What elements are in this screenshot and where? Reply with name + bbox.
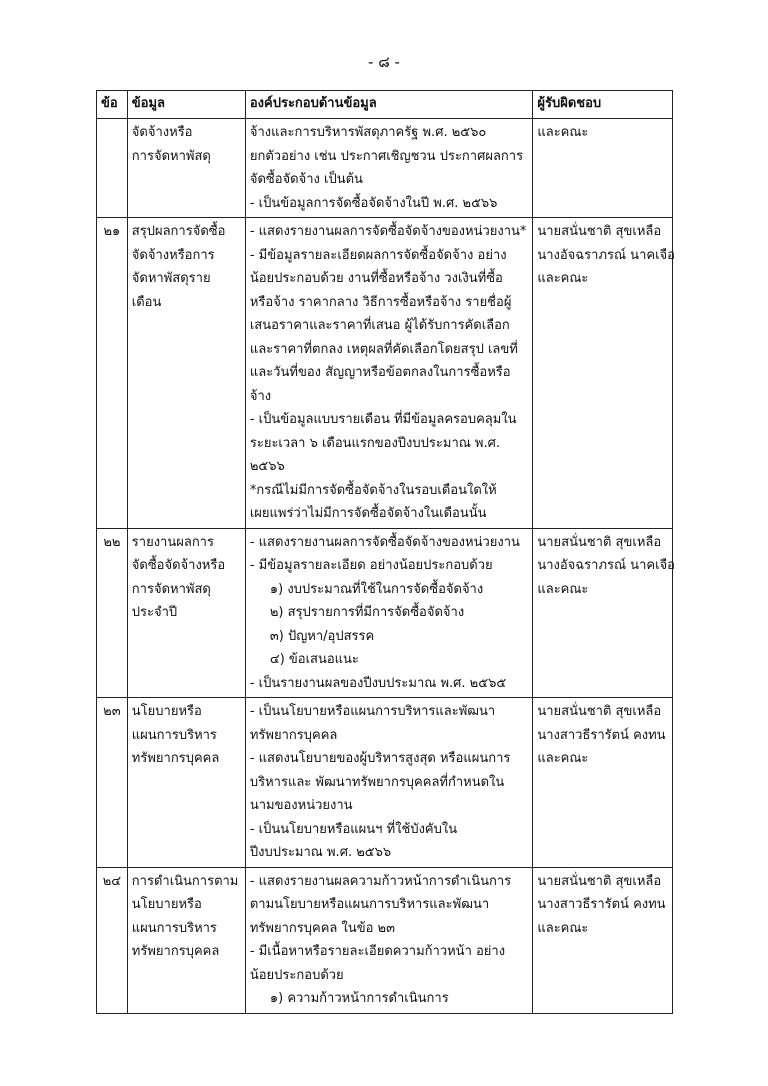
- table-row: [97, 119, 673, 218]
- cell-responsible-line: นางสาวธีรารัตน์ คงทน: [537, 727, 666, 743]
- cell-components-line: - เป็นนโยบายหรือแผนการบริหารและพัฒนา: [249, 704, 496, 719]
- cell-components-line: บริหารและ พัฒนาทรัพยากรบุคคลที่กำหนดใน: [249, 774, 505, 790]
- cell-components-line: น้อยประกอบด้วย: [249, 967, 344, 983]
- cell-item: [127, 698, 245, 868]
- cell-item-line: การดำเนินการตาม: [131, 873, 239, 889]
- cell-components: [245, 867, 532, 1013]
- cell-responsible-line: และคณะ: [537, 125, 589, 140]
- cell-components-line: ทรัพยากรบุคคล ในข้อ ๒๓: [249, 920, 396, 936]
- cell-item-line: ทรัพยากรบุคคล: [131, 751, 220, 766]
- cell-item-line: แผนการบริหาร: [131, 727, 217, 743]
- cell-responsible: [533, 528, 673, 698]
- cell-components-line: - มีข้อมูลรายละเอียด อย่างน้อยประกอบด้วย: [249, 558, 493, 573]
- cell-responsible: [533, 867, 673, 1013]
- header-item: ข้อมูล: [127, 91, 245, 119]
- cell-item: [127, 218, 245, 529]
- cell-responsible-line: นางอัจฉราภรณ์ นาคเจือ: [537, 558, 675, 573]
- cell-item: [127, 528, 245, 698]
- cell-responsible-line: และคณะ: [537, 920, 589, 936]
- cell-components-line: ๒๕๖๖: [249, 459, 285, 474]
- cell-responsible-line: และคณะ: [537, 271, 589, 286]
- cell-responsible: [533, 218, 673, 529]
- cell-components-line: - เป็นนโยบายหรือแผนฯ ที่ใช้บังคับใน: [249, 821, 458, 837]
- cell-components-line: *กรณีไม่มีการจัดซื้อจัดจ้างในรอบเดือนใดให้: [249, 482, 497, 498]
- cell-responsible-line: นายสนั่นชาติ สุขเหลือ: [537, 534, 662, 550]
- cell-components-line: จ้าง: [249, 388, 272, 404]
- cell-item-line: สรุปผลการจัดซื้อ: [131, 224, 226, 239]
- table-row: [97, 698, 673, 868]
- cell-no: ๒๓: [97, 698, 128, 868]
- cell-components-line: - มีเนื้อหาหรือรายละเอียดความก้าวหน้า อย่าง: [249, 944, 506, 959]
- cell-item-line: จัดซื้อจัดจ้างหรือ: [131, 558, 226, 573]
- cell-no: [97, 119, 128, 218]
- table-header-row: [97, 91, 673, 119]
- cell-responsible-line: และคณะ: [537, 581, 589, 597]
- cell-item-line: ทรัพยากรบุคคล: [131, 944, 220, 959]
- cell-components-line: นามของหน่วยงาน: [249, 798, 353, 813]
- cell-no: ๒๔: [97, 867, 128, 1013]
- cell-item-line: รายงานผลการ: [131, 534, 214, 550]
- cell-responsible-line: นายสนั่นชาติ สุขเหลือ: [537, 704, 662, 719]
- cell-responsible-line: นางสาวธีรารัตน์ คงทน: [537, 897, 666, 912]
- cell-components-line: ๑) ความก้าวหน้าการดำเนินการ: [269, 991, 449, 1006]
- cell-components-line: ๓) ปัญหา/อุปสรรค: [269, 628, 375, 644]
- cell-components-line: ปีงบประมาณ พ.ศ. ๒๕๖๖: [249, 845, 392, 860]
- cell-components-line: - แสดงรายงานผลการจัดซื้อจัดจ้างของหน่วยงาน: [249, 534, 520, 550]
- header-responsible: ผู้รับผิดชอบ: [533, 91, 673, 119]
- table-row: [97, 867, 673, 1013]
- cell-responsible: [533, 119, 673, 218]
- cell-item-line: นโยบายหรือ: [131, 897, 202, 912]
- cell-components-line: - มีข้อมูลรายละเอียดผลการจัดซื้อจัดจ้าง อย่าง: [249, 247, 507, 263]
- cell-components: [245, 119, 532, 218]
- cell-item-line: การจัดหาพัสดุ: [131, 148, 211, 164]
- cell-components-line: จ้างและการบริหารพัสดุภาครัฐ พ.ศ. ๒๕๖๐: [249, 125, 487, 140]
- cell-components-line: ระยะเวลา ๖ เดือนแรกของปีงบประมาณ พ.ศ.: [249, 435, 501, 451]
- cell-components-line: ๑) งบประมาณที่ใช้ในการจัดซื้อจัดจ้าง: [269, 581, 484, 597]
- cell-components-line: จัดซื้อจัดจ้าง เป็นต้น: [249, 172, 363, 187]
- cell-responsible-line: นางอัจฉราภรณ์ นาคเจือ: [537, 247, 675, 263]
- cell-item-line: ประจำปี: [131, 605, 178, 620]
- cell-components-line: ยกตัวอย่าง เช่น ประกาศเชิญชวน ประกาศผลการ: [249, 148, 524, 164]
- table-body: [97, 119, 673, 1014]
- header-no: ข้อ: [97, 91, 128, 119]
- cell-components-line: ทรัพยากรบุคคล: [249, 727, 338, 743]
- cell-components-line: เสนอราคาและราคาที่เสนอ ผู้ได้รับการคัดเลือก: [249, 318, 510, 333]
- cell-no: ๒๒: [97, 528, 128, 698]
- page-number: - ๘ -: [368, 53, 400, 71]
- cell-components-line: ๔) ข้อเสนอแนะ: [269, 652, 359, 667]
- header-components: องค์ประกอบด้านข้อมูล: [245, 91, 532, 119]
- table-row: [97, 528, 673, 698]
- cell-components-line: - แสดงนโยบายของผู้บริหารสูงสุด หรือแผนการ: [249, 751, 511, 766]
- cell-components: [245, 218, 532, 529]
- cell-components-line: และราคาที่ตกลง เหตุผลที่คัดเลือกโดยสรุป เลขที่: [249, 341, 518, 357]
- cell-item-line: จัดจ้างหรือการ: [131, 247, 215, 263]
- cell-components-line: เผยแพร่ว่าไม่มีการจัดซื้อจัดจ้างในเดือนนั้น: [249, 506, 487, 521]
- cell-components-line: และวันที่ของ สัญญาหรือข้อตกลงในการซื้อหรือ: [249, 365, 511, 380]
- cell-item: [127, 867, 245, 1013]
- cell-responsible-line: นายสนั่นชาติ สุขเหลือ: [537, 873, 662, 889]
- cell-item-line: การจัดหาพัสดุ: [131, 581, 211, 597]
- cell-item-line: จัดจ้างหรือ: [131, 125, 193, 140]
- cell-item-line: เดือน: [131, 294, 162, 310]
- cell-item-line: นโยบายหรือ: [131, 704, 202, 719]
- cell-item-line: จัดหาพัสดุราย: [131, 271, 211, 286]
- cell-components-line: - เป็นข้อมูลการจัดซื้อจัดจ้างในปี พ.ศ. ๒๕๖๖: [249, 195, 498, 211]
- cell-responsible-line: นายสนั่นชาติ สุขเหลือ: [537, 224, 662, 239]
- cell-components: [245, 528, 532, 698]
- cell-responsible: [533, 698, 673, 868]
- cell-responsible-line: และคณะ: [537, 751, 589, 766]
- cell-components-line: - แสดงรายงานผลความก้าวหน้าการดำเนินการ: [249, 873, 512, 889]
- cell-components-line: ๒) สรุปรายการที่มีการจัดซื้อจัดจ้าง: [269, 605, 465, 620]
- cell-components-line: หรือจ้าง ราคากลาง วิธีการซื้อหรือจ้าง รายชื่อผู้: [249, 294, 512, 310]
- cell-components: [245, 698, 532, 868]
- table-row: [97, 218, 673, 529]
- cell-components-line: น้อยประกอบด้วย งานที่ซื้อหรือจ้าง วงเงินที่ซื้อ: [249, 271, 503, 286]
- cell-components-line: - แสดงรายงานผลการจัดซื้อจัดจ้างของหน่วยงาน*: [249, 224, 527, 239]
- cell-components-line: - เป็นรายงานผลของปีงบประมาณ พ.ศ. ๒๕๖๕: [249, 675, 507, 691]
- cell-item: [127, 119, 245, 218]
- cell-components-line: ตามนโยบายหรือแผนการบริหารและพัฒนา: [249, 897, 490, 912]
- cell-no: ๒๑: [97, 218, 128, 529]
- info-table: [96, 90, 673, 1014]
- cell-item-line: แผนการบริหาร: [131, 920, 217, 936]
- cell-components-line: - เป็นข้อมูลแบบรายเดือน ที่มีข้อมูลครอบคลุมใน: [249, 412, 517, 427]
